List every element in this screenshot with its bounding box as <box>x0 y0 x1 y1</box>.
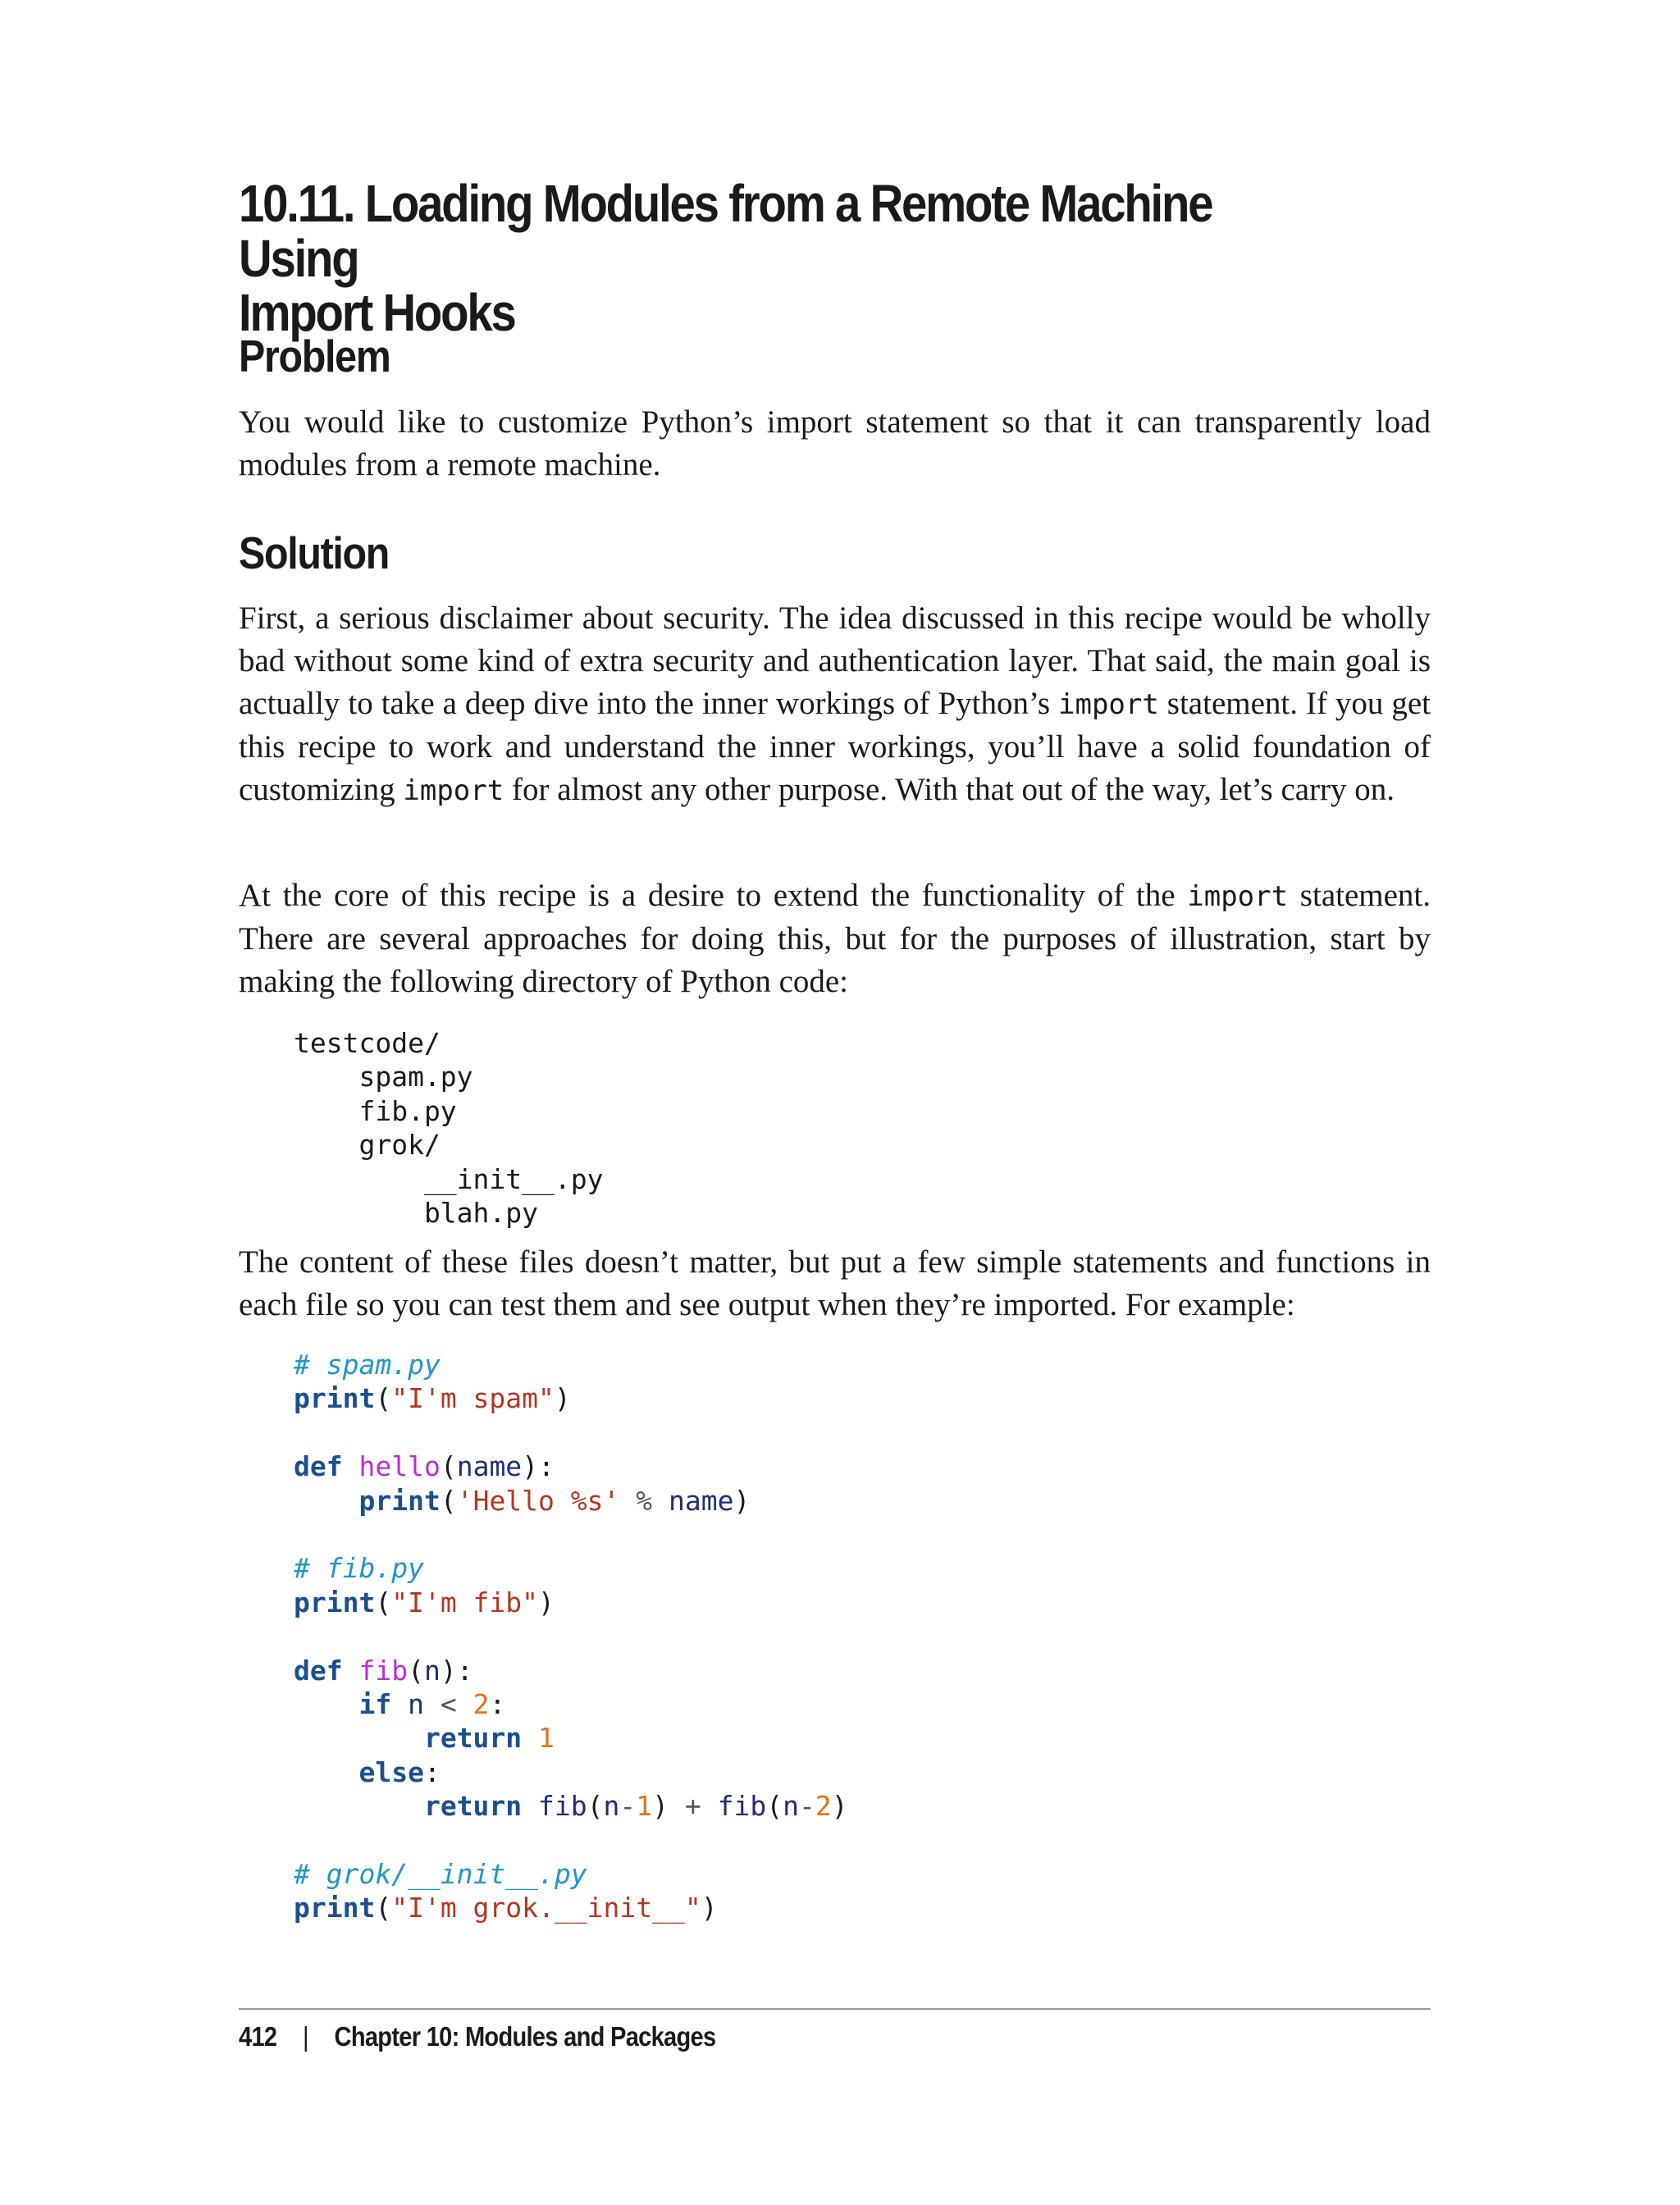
code-operator: + <box>684 1790 701 1823</box>
code-comment: # grok/__init__.py <box>294 1857 587 1890</box>
page-title-line-2: Import Hooks <box>239 283 515 343</box>
code-number: 2 <box>815 1790 832 1823</box>
code-line <box>294 1857 848 1891</box>
code-call: fib <box>717 1790 767 1823</box>
code-keyword: def <box>294 1450 343 1483</box>
code-line <box>294 1348 848 1381</box>
code-keyword: return <box>423 1722 523 1755</box>
code-line: def fib(n): <box>294 1654 473 1687</box>
code-string: "I'm grok.__init__" <box>391 1892 701 1924</box>
text-run: First, a serious disclaimer about security. The idea discussed in this recipe would be wholly bad without some kind of extra security and authentication layer. That said, the main goal is actually to take a deep dive into the inner workings of Python’s <box>239 600 1431 721</box>
code-parameter: name <box>456 1450 523 1483</box>
directory-line: spam.py <box>294 1061 473 1093</box>
code-line: print("I'm spam") <box>294 1382 571 1415</box>
page-footer <box>239 2021 715 2052</box>
code-line: else: <box>358 1755 441 1788</box>
page-title <box>239 174 1307 343</box>
code-comment: # spam.py <box>294 1349 441 1381</box>
code-operator: < <box>440 1687 457 1720</box>
code-keyword: print <box>358 1484 441 1517</box>
code-keyword: return <box>423 1790 523 1823</box>
code-line: if n < 2: <box>358 1687 506 1720</box>
problem-paragraph: You would like to customize Python’s import statement so that it can transparently load modules from a remote machine. <box>239 404 1431 482</box>
code-line: print('Hello %s' % name) <box>358 1484 751 1517</box>
code-variable: name <box>669 1484 734 1517</box>
directory-line: __init__.py <box>294 1162 604 1195</box>
page-number: 412 <box>239 2021 277 2052</box>
inline-code-import: import <box>403 774 504 807</box>
code-keyword: print <box>294 1382 376 1415</box>
code-string: "I'm spam" <box>391 1382 555 1415</box>
code-line-blank <box>294 1823 848 1856</box>
footer-rule <box>239 2008 1431 2010</box>
solution-paragraph-2 <box>239 874 1431 1003</box>
code-operator: - <box>619 1790 637 1823</box>
code-variable: n <box>783 1790 800 1823</box>
solution-paragraph-3: The content of these files doesn’t matter, but put a few simple statements and functions in each file so you can test them and see output when they’re imported. For example: <box>239 1244 1431 1322</box>
code-line-blank <box>294 1619 848 1653</box>
code-line <box>294 1551 848 1585</box>
code-keyword: print <box>294 1892 376 1924</box>
code-keyword: def <box>294 1654 343 1687</box>
inline-code-import: import <box>1058 688 1159 721</box>
code-parameter: n <box>423 1654 441 1687</box>
code-operator: - <box>799 1790 815 1823</box>
example-code-block <box>294 1348 848 1925</box>
code-call: fib <box>538 1790 587 1823</box>
text-run: statement. If you get this recipe to work and understand the inner workings, you’ll have a solid foundation of customizing <box>239 686 1431 807</box>
solution-heading: Solution <box>239 527 389 578</box>
directory-line: fib.py <box>294 1094 457 1127</box>
text-run: statement. There are several approaches for doing this, but for the purposes of illustration, start by making the following directory of Python code: <box>239 878 1431 999</box>
code-variable: n <box>603 1790 620 1823</box>
text-run: for almost any other purpose. With that out of the way, let’s carry on. <box>504 772 1395 807</box>
code-operator: % <box>636 1484 653 1517</box>
footer-separator: | <box>303 2021 308 2052</box>
page-title-line-1: 10.11. Loading Modules from a Remote Machine Using <box>239 174 1212 288</box>
code-keyword: if <box>358 1687 392 1720</box>
code-line: print("I'm fib") <box>294 1586 555 1618</box>
code-line-blank <box>294 1518 848 1551</box>
directory-line: testcode/ <box>294 1027 441 1059</box>
text-run: At the core of this recipe is a desire to extend the functionality of the <box>239 878 1188 913</box>
code-comment: # fib.py <box>294 1552 424 1585</box>
code-string: 'Hello %s' <box>456 1484 620 1517</box>
code-number: 1 <box>538 1722 555 1755</box>
code-line <box>294 1721 848 1755</box>
code-number: 1 <box>636 1790 653 1823</box>
code-keyword: print <box>294 1586 376 1618</box>
code-line: print("I'm grok.__init__") <box>294 1892 718 1924</box>
directory-line: grok/ <box>294 1129 441 1162</box>
code-line: return fib(n-1) + fib(n-2) <box>423 1790 848 1823</box>
inline-code-import: import <box>1187 880 1289 913</box>
code-line-blank <box>294 1416 848 1449</box>
code-string: "I'm fib" <box>391 1586 539 1618</box>
code-number: 2 <box>472 1687 490 1720</box>
directory-listing <box>294 1026 604 1230</box>
code-keyword: else <box>358 1755 424 1788</box>
directory-line: blah.py <box>294 1196 539 1229</box>
code-function-name: hello <box>358 1450 441 1483</box>
code-function-name: fib <box>358 1654 409 1687</box>
code-line: def hello(name): <box>294 1450 555 1483</box>
problem-heading: Problem <box>239 331 390 381</box>
solution-paragraph-1 <box>239 597 1431 812</box>
code-variable: n <box>408 1687 424 1720</box>
chapter-title: Chapter 10: Modules and Packages <box>334 2021 716 2052</box>
